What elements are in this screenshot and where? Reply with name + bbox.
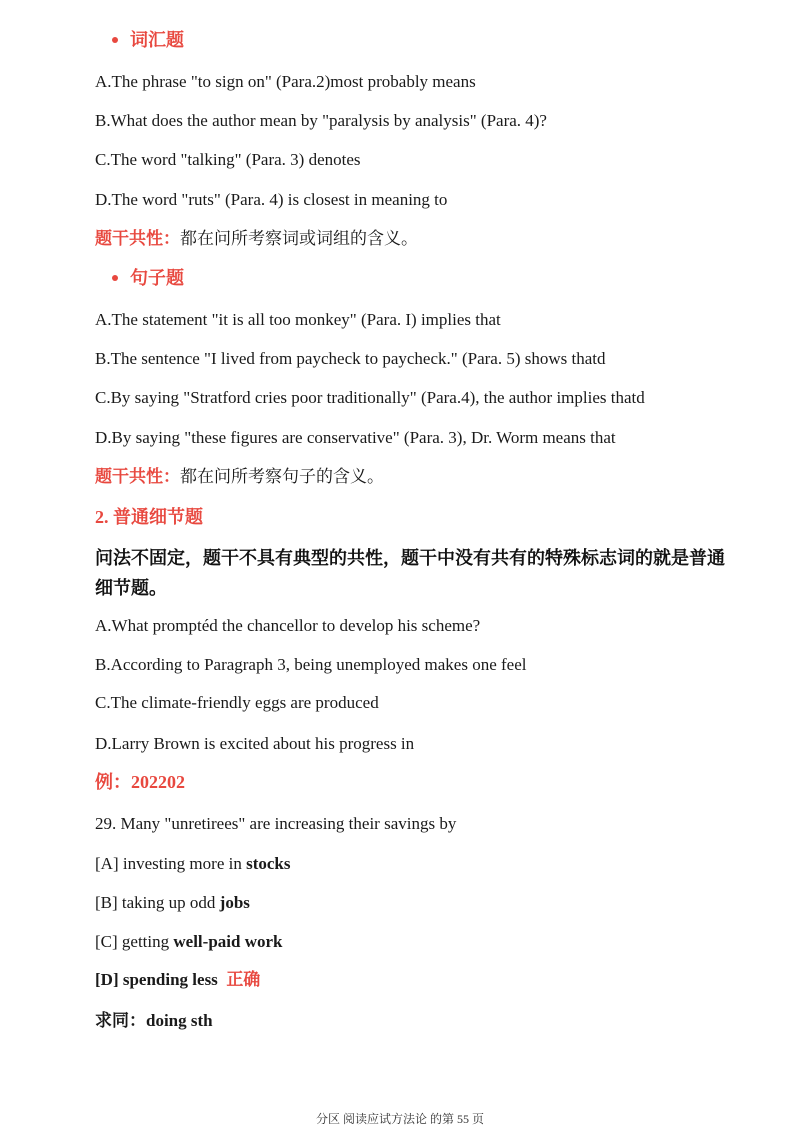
option-a (95, 853, 291, 875)
bullet-icon (112, 275, 118, 281)
vocab-item-b: B.What does the author mean by "paralysis by analysis" (Para. 4)? (95, 111, 547, 130)
example-question: 29. Many "unretirees" are increasing their savings by (95, 814, 457, 833)
sentence-item-b: B.The sentence "I lived from paycheck to paycheck." (Para. 5) shows thatd (95, 349, 606, 368)
seek-common (95, 1010, 213, 1032)
option-b-keyword: jobs (219, 893, 250, 912)
seek-text: doing sth (146, 1011, 213, 1030)
option-b-text: [B] taking up odd (95, 893, 220, 912)
option-d-answer (95, 969, 260, 991)
detail-item-c: C.The climate-friendly eggs are produced (95, 693, 379, 712)
bullet-icon (112, 37, 118, 43)
vocab-item-a: A.The phrase "to sign on" (Para.2)most probably means (95, 72, 476, 91)
option-b (95, 892, 250, 914)
page-footer: 分区 阅读应试方法论 的第 55 页 (315, 1112, 484, 1126)
option-d-text: [D] spending less (95, 970, 218, 989)
option-c-text: [C] getting (95, 932, 174, 951)
example-label: 例：202202 (95, 772, 185, 792)
sentence-item-c: C.By saying "Stratford cries poor traditionally" (Para.4), the author implies thatd (95, 388, 645, 407)
common-text: 都在问所考察词或词组的含义。 (180, 229, 418, 248)
vocab-section-title: 词汇题 (112, 28, 184, 52)
option-a-text: [A] investing more in (95, 854, 247, 873)
sentence-item-d: D.By saying "these figures are conservative" (Para. 3), Dr. Worm means that (95, 428, 616, 447)
common-label: 题干共性： (95, 229, 180, 248)
detail-description: 问法不固定，题干不具有典型的共性，题干中没有共有的特殊标志词的就是普通细节题。 (95, 548, 725, 598)
detail-item-a: A.What promptéd the chancellor to develop his scheme? (95, 616, 481, 635)
option-c-keyword: well-paid work (173, 932, 283, 951)
seek-label: 求同： (95, 1011, 146, 1030)
option-c (95, 931, 282, 953)
detail-section-title: 2. 普通细节题 (95, 507, 203, 527)
common-label: 题干共性： (95, 467, 180, 486)
correct-mark: 正确 (226, 970, 261, 989)
vocab-item-d: D.The word "ruts" (Para. 4) is closest in meaning to (95, 190, 448, 209)
detail-item-d: D.Larry Brown is excited about his progress in (95, 734, 415, 753)
common-text: 都在问所考察句子的含义。 (180, 467, 384, 486)
vocab-item-c: C.The word "talking" (Para. 3) denotes (95, 150, 361, 169)
detail-item-b: B.According to Paragraph 3, being unemployed makes one feel (95, 655, 527, 674)
vocab-common-note (95, 227, 418, 251)
option-a-keyword: stocks (246, 854, 291, 873)
sentence-section-title: 句子题 (112, 266, 184, 290)
sentence-item-a: A.The statement "it is all too monkey" (Para. I) implies that (95, 310, 501, 329)
sentence-common-note (95, 465, 384, 489)
